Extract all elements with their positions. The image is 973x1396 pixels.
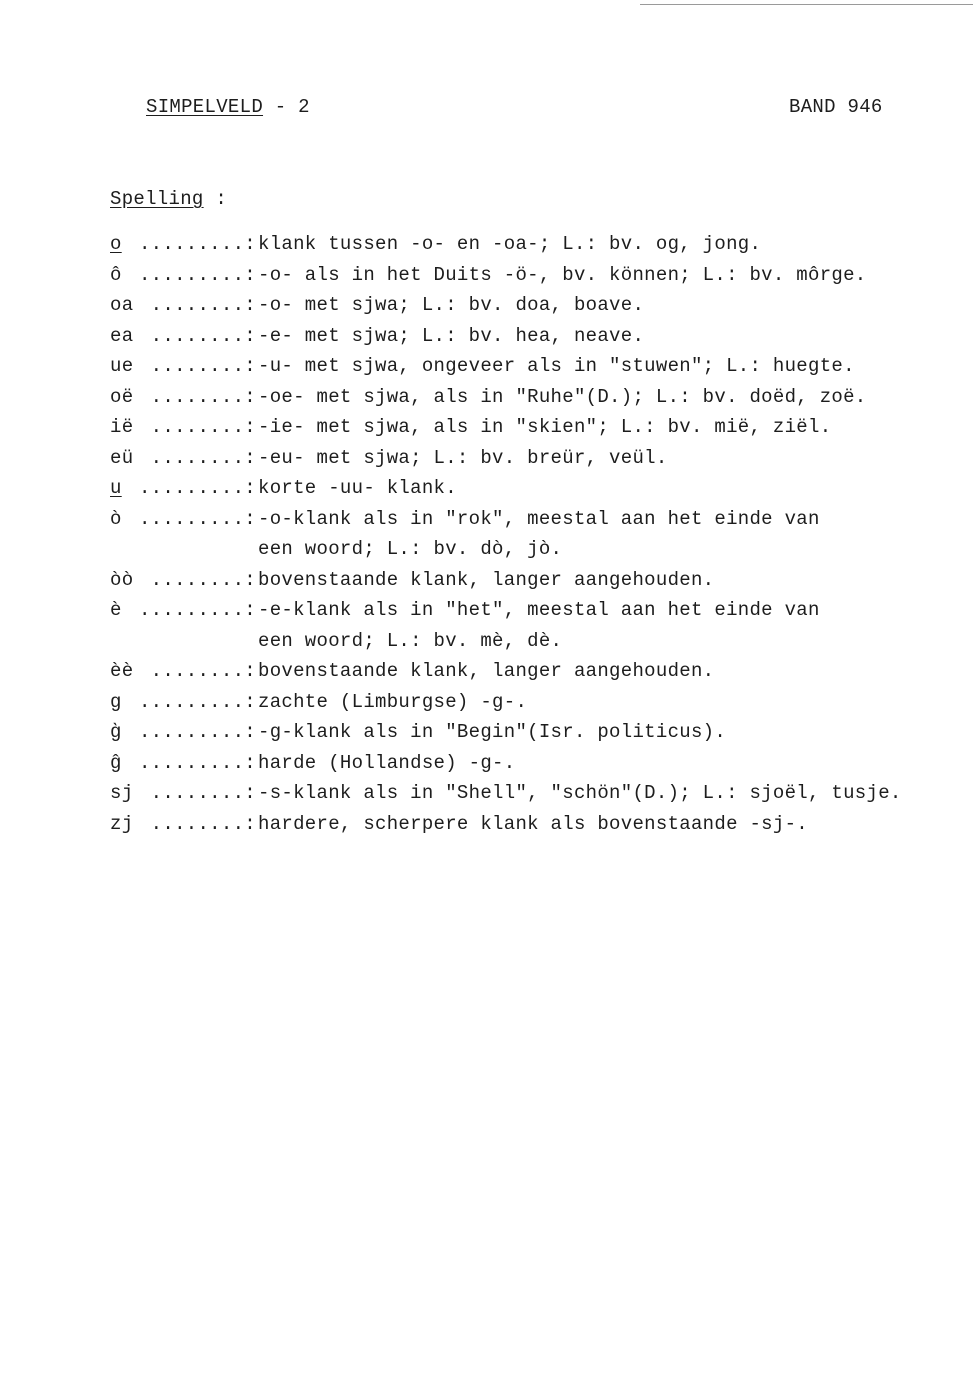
- spelling-key: o: [110, 233, 122, 255]
- spelling-entry: [110, 656, 960, 687]
- spelling-leader-dots: .........:: [138, 263, 256, 286]
- spelling-description: [258, 321, 958, 352]
- spelling-key: sj: [110, 782, 134, 804]
- spelling-key: ĝ: [110, 751, 122, 774]
- spelling-description: [258, 809, 958, 840]
- spelling-description: [258, 687, 958, 718]
- spelling-description: [258, 260, 958, 291]
- section-title-text: Spelling: [110, 188, 204, 210]
- spelling-key: ië: [110, 416, 134, 438]
- spelling-description-line: klank tussen -o- en -oa-; L.: bv. og, jong.: [258, 233, 762, 255]
- spelling-description: [258, 595, 958, 656]
- section-title: [110, 188, 227, 210]
- spelling-description-line: bovenstaande klank, langer aangehouden.: [258, 660, 715, 682]
- spelling-description: [258, 351, 958, 382]
- spelling-leader-dots: ........:: [150, 355, 256, 377]
- spelling-description-line: hardere, scherpere klank als bovenstaande -sj-.: [258, 812, 808, 835]
- spelling-description: [258, 748, 958, 779]
- spelling-key: òò: [110, 568, 134, 591]
- spelling-key: g: [110, 690, 122, 713]
- spelling-entry: [110, 809, 960, 840]
- spelling-key: eü: [110, 446, 134, 469]
- spelling-leader-dots: ........:: [150, 416, 256, 438]
- spelling-leader-dots: .........:: [138, 721, 256, 743]
- spelling-key: ue: [110, 355, 134, 377]
- spelling-description: [258, 656, 958, 687]
- spelling-description: [258, 504, 958, 565]
- spelling-entry: [110, 290, 960, 321]
- spelling-entry: [110, 321, 960, 352]
- spelling-description: [258, 778, 958, 809]
- spelling-entry: [110, 565, 960, 596]
- spelling-key: g̀: [110, 721, 122, 743]
- spelling-leader-dots: ........:: [150, 294, 256, 316]
- spelling-key: ò: [110, 507, 122, 530]
- spelling-entry: [110, 473, 960, 504]
- spelling-key: u: [110, 477, 122, 499]
- spelling-leader-dots: ........:: [150, 812, 256, 835]
- spelling-entry: [110, 382, 960, 413]
- spelling-leader-dots: .........:: [138, 690, 256, 713]
- spelling-description-line: -o- als in het Duits -ö-, bv. können; L.: bv. môrge.: [258, 263, 867, 286]
- spelling-key: zj: [110, 812, 134, 835]
- header-band: BAND 946: [789, 96, 883, 118]
- spelling-entry: [110, 504, 960, 565]
- spelling-description-line: -e- met sjwa; L.: bv. hea, neave.: [258, 324, 645, 347]
- spelling-leader-dots: ........:: [150, 385, 256, 408]
- spelling-description-line: -s-klank als in "Shell", "schön"(D.); L.: sjoël, tusje.: [258, 782, 902, 804]
- spelling-entry: [110, 778, 960, 809]
- spelling-description: [258, 565, 958, 596]
- spelling-leader-dots: .........:: [138, 507, 256, 530]
- spelling-description: [258, 473, 958, 504]
- spelling-key: è: [110, 599, 122, 621]
- header-place: SIMPELVELD: [146, 96, 264, 118]
- page-header-left: [146, 96, 310, 118]
- spelling-description-line: bovenstaande klank, langer aangehouden.: [258, 568, 715, 591]
- spelling-description-line: -e-klank als in "het", meestal aan het einde van: [258, 599, 820, 621]
- spelling-description-line: -oe- met sjwa, als in "Ruhe"(D.); L.: bv. doëd, zoë.: [258, 385, 867, 408]
- spelling-leader-dots: ........:: [150, 782, 256, 804]
- spelling-description-line: -ie- met sjwa, als in "skien"; L.: bv. mië, ziël.: [258, 416, 832, 438]
- spelling-leader-dots: .........:: [138, 233, 256, 255]
- spelling-leader-dots: ........:: [150, 660, 256, 682]
- spelling-description: [258, 290, 958, 321]
- spelling-description-line: zachte (Limburgse) -g-.: [258, 690, 528, 713]
- spelling-description-line: een woord; L.: bv. dò, jò.: [258, 538, 563, 560]
- spelling-description: [258, 229, 958, 260]
- spelling-description-line: een woord; L.: bv. mè, dè.: [258, 629, 563, 652]
- spelling-entry: [110, 351, 960, 382]
- spelling-entry: [110, 595, 960, 656]
- spelling-description-line: korte -uu- klank.: [258, 477, 457, 499]
- spelling-key: ô: [110, 263, 122, 286]
- spelling-description-line: -eu- met sjwa; L.: bv. breür, veül.: [258, 446, 668, 469]
- spelling-entry: [110, 443, 960, 474]
- spelling-key: ea: [110, 324, 134, 347]
- spelling-entry: [110, 687, 960, 718]
- spelling-leader-dots: .........:: [138, 477, 256, 499]
- spelling-key: oë: [110, 385, 134, 408]
- spelling-description: [258, 717, 958, 748]
- top-rule: [640, 4, 973, 5]
- spelling-description-line: -u- met sjwa, ongeveer als in "stuwen"; L.: huegte.: [258, 355, 855, 377]
- spelling-entry: [110, 748, 960, 779]
- spelling-leader-dots: ........:: [150, 446, 256, 469]
- spelling-leader-dots: ........:: [150, 324, 256, 347]
- spelling-entry: [110, 229, 960, 260]
- spelling-description-line: -o- met sjwa; L.: bv. doa, boave.: [258, 294, 645, 316]
- spelling-description: [258, 412, 958, 443]
- section-title-suffix: :: [203, 188, 228, 210]
- spelling-description-line: -o-klank als in "rok", meestal aan het einde van: [258, 507, 820, 530]
- spelling-key: èè: [110, 660, 134, 682]
- header-place-suffix: - 2: [263, 96, 310, 118]
- spelling-description: [258, 443, 958, 474]
- spelling-entry: [110, 717, 960, 748]
- spelling-key: oa: [110, 294, 134, 316]
- spelling-list: [110, 229, 960, 839]
- spelling-entry: [110, 260, 960, 291]
- spelling-leader-dots: .........:: [138, 599, 256, 621]
- spelling-entry: [110, 412, 960, 443]
- spelling-description-line: harde (Hollandse) -g-.: [258, 751, 516, 774]
- spelling-leader-dots: ........:: [150, 568, 256, 591]
- spelling-description: [258, 382, 958, 413]
- spelling-leader-dots: .........:: [138, 751, 256, 774]
- spelling-description-line: -g-klank als in "Begin"(Isr. politicus).: [258, 721, 727, 743]
